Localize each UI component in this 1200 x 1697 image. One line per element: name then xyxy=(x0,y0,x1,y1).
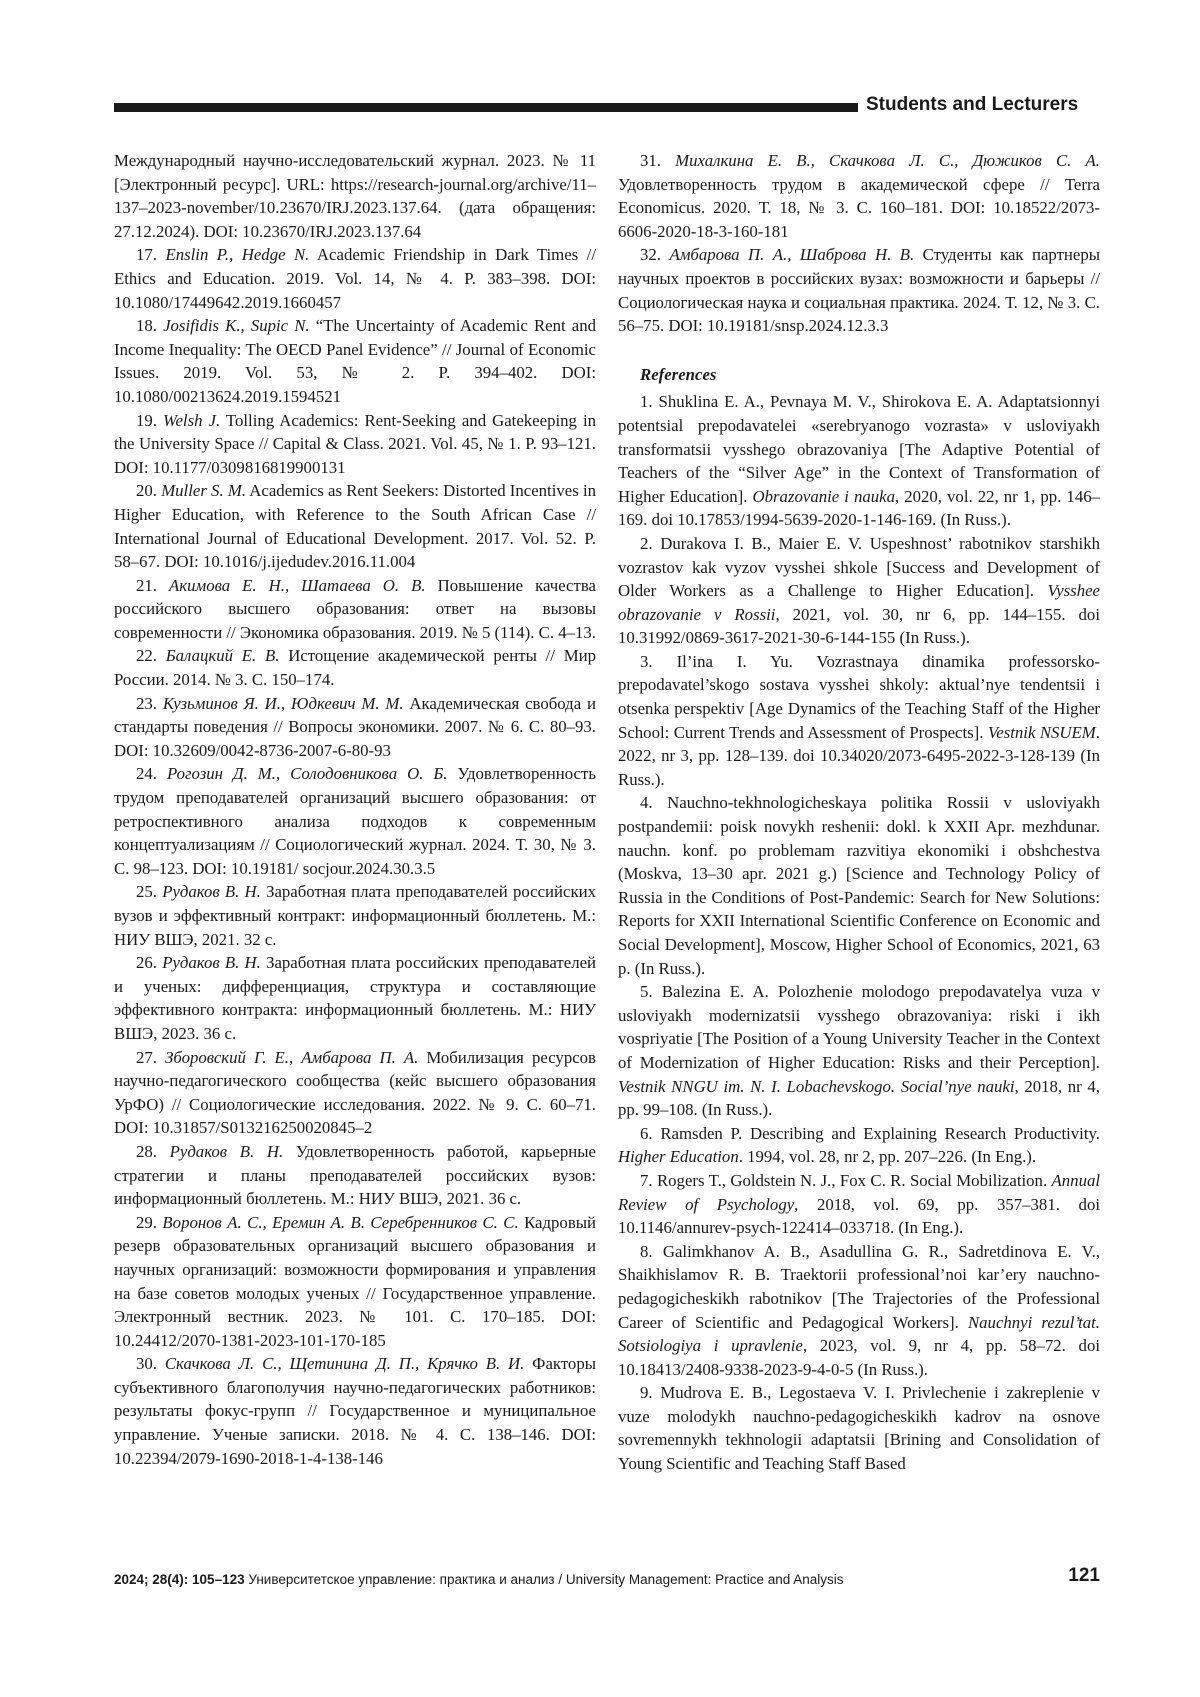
reference-19: 19. Welsh J. Tolling Academics: Rent-Seeking and Gatekeeping in the University Space // Capital & Class. 2021. Vol. 45, № 1. P. 93–121. DOI: 10.1177/0309816819900131 xyxy=(114,410,596,477)
reference-en-4: 4. Nauchno-tekhnologicheskaya politika Rossii v usloviyakh postpandemii: poisk novykh reshenii: dokl. k XXII Apr. mezhdunar. nauchn. konf. po problemam razvitiya ekonomiki i obshchestva (Moskva, 13–30 apr. 2021 g.) [Science and Technology Policy of Russia in the Conditions of Post-Pandemic: Search for New Solutions: Reports for XXII International Scientific Conference on Economic and Social Development], Moscow, Higher School of Economics, 2021, 63 p. (In Russ.). xyxy=(618,793,1100,978)
reference-en-3: 3. Il’ina I. Yu. Vozrastnaya dinamika professorsko-prepodavatel’skogo sostava vysshei shkoly: aktual’nye tendentsii i otsenka perspektiv [Age Dynamics of the Teaching Staff of the Higher School: Current Trends and Assessment of Prospects]. Vestnik NSUEM. 2022, nr 3, pp. 128–139. doi 10.34020/2073-6495-2022-3-128-139 (In Russ.). xyxy=(618,651,1100,789)
reference-30: 30. Скачкова Л. С., Щетинина Д. П., Крячко В. И. Факторы субъективного благополучия научно-педагогических работников: результаты фокус-групп // Государственное и муниципальное управление. Ученые записки. 2018. № 4. С. 138–146. DOI: 10.22394/2079-1690-2018-1-4-138-146 xyxy=(114,1354,596,1468)
reference-28: 28. Рудаков В. Н. Удовлетворенность работой, карьерные стратегии и планы преподавателей российских вузов: информационный бюллетень. М.: НИУ ВШЭ, 2021. 36 с. xyxy=(114,1141,596,1209)
reference-20: 20. Muller S. M. Academics as Rent Seekers: Distorted Incentives in Higher Education, with Reference to the South African Case // International Journal of Educational Development. 2017. Vol. 52. P. 58–67. DOI: 10.1016/j.ijedudev.2016.11.004 xyxy=(114,481,596,572)
reference-en-2: 2. Durakova I. B., Maier E. V. Uspeshnost’ rabotnikov starshikh vozrastov kak vyzov vysshei shkole [Success and Development of Older Workers as a Challenge to Higher Education]. Vysshee obrazovanie v Rossii, 2021, vol. 30, nr 6, pp. 144–155. doi 10.31992/0869-3617-2021-30-6-144-155 (In Russ.). xyxy=(618,533,1100,648)
references-heading: References xyxy=(640,364,717,384)
reference-29: 29. Воронов А. С., Еремин А. В. Серебренников С. С. Кадровый резерв образовательных организаций высшего образования и научных организаций: возможности формирования и управления на базе советов молодых ученых // Государственное управление. Электронный вестник. 2023. № 101. С. 170–185. DOI: 10.24412/2070-1381-2023-101-170-185 xyxy=(114,1212,597,1350)
reference-en-5: 5. Balezina E. A. Polozhenie molodogo prepodavatelya vuza v usloviyakh modernizatsii vysshego obrazovaniya: riski i ikh vospriyatie [The Position of a Young University Teacher in the Context of Modernization of Higher Education: Risks and their Perception]. Vestnik NNGU im. N. I. Lobachevskogo. Social’nye nauki, 2018, nr 4, pp. 99–108. (In Russ.). xyxy=(618,982,1100,1120)
left-column xyxy=(114,149,596,1470)
page-footer xyxy=(114,1570,1098,1590)
section-label: Students and Lecturers xyxy=(866,94,1079,115)
reference-en-6: 6. Ramsden P. Describing and Explaining Research Productivity. Higher Education. 1994, vol. 28, nr 2, pp. 207–226. (In Eng.). xyxy=(618,1123,1100,1167)
reference-31: 31. Михалкина Е. В., Скачкова Л. С., Дюжиков С. А. Удовлетворенность трудом в академической сфере // Terra Economicus. 2020. Т. 18, № 3. С. 160–181. DOI: 10.18522/2073-6606-2020-18-3-160-181 xyxy=(618,151,1100,241)
footer-journal-title: Университетское управление: практика и анализ / University Management: Practice and Analysis xyxy=(244,1572,844,1587)
reference-32: 32. Амбарова П. А., Шаброва Н. В. Студенты как партнеры научных проектов в российских вузах: возможности и барьеры // Социологическая наука и социальная практика. 2024. Т. 12, № 3. С. 56–75. DOI: 10.19181/snsp.2024.12.3.3 xyxy=(618,245,1101,336)
header-rule xyxy=(114,103,858,112)
reference-23: 23. Кузьминов Я. И., Юдкевич М. М. Академическая свобода и стандарты поведения // Вопросы экономики. 2007. № 6. С. 80–93. DOI: 10.32609/0042-8736-2007-6-80-93 xyxy=(114,693,596,760)
reference-21: 21. Акимова Е. Н., Шатаева О. В. Повышение качества российского высшего образования: ответ на вызовы современности // Экономика образования. 2019. № 5 (114). С. 4–13. xyxy=(114,575,596,642)
reference-en-1: 1. Shuklina E. A., Pevnaya M. V., Shirokova E. A. Adaptatsionnyi potentsial prepodavatelei «serebryanogo vozrasta» v usloviyakh transformatsii vysshego obrazovaniya [The Adaptive Potential of Teachers of the “Silver Age” in the Context of Transformation of Higher Education]. Obrazovanie i nauka, 2020, vol. 22, nr 1, pp. 146–169. doi 10.17853/1994-5639-2020-1-146-169. (In Russ.). xyxy=(618,392,1101,530)
footer-citation: 2024; 28(4): 105–123 xyxy=(114,1572,245,1587)
reference-en-7: 7. Rogers T., Goldstein N. J., Fox C. R. Social Mobilization. Annual Review of Psychology, 2018, vol. 69, pp. 357–381. doi 10.1146/annurev-psych-122414–033718. (In Eng.). xyxy=(618,1170,1101,1238)
reference-27: 27. Зборовский Г. Е., Амбарова П. А. Мобилизация ресурсов научно-педагогического сообщества (кейс высшего образования УрФО) // Социологические исследования. 2022. № 9. С. 60–71. DOI: 10.31857/S013216250020845–2 xyxy=(114,1047,596,1138)
reference-17: 17. Enslin P., Hedge N. Academic Friendship in Dark Times // Ethics and Education. 2019. Vol. 14, № 4. P. 383–398. DOI: 10.1080/17449642.2019.1660457 xyxy=(114,245,597,312)
reference-en-9: 9. Mudrova E. B., Legostaeva V. I. Privlechenie i zakreplenie v vuze molodykh nauchno-pedagogicheskikh kadrov na osnove sovremennykh tekhnologii adaptatsii [Brining and Consolidation of Young Scientific and Teaching Staff Based xyxy=(618,1383,1100,1474)
reference-en-8: 8. Galimkhanov A. B., Asadullina G. R., Sadretdinova E. V., Shaikhislamov R. B. Traektorii professional’noi kar’ery nauchno-pedagogicheskikh rabotnikov [The Trajectories of the Professional Career of Scientific and Pedagogical Workers]. Nauchnyi rezul’tat. Sotsiologiya i upravlenie, 2023, vol. 9, nr 4, pp. 58–72. doi 10.18413/2408-9338-2023-9-4-0-5 (In Russ.). xyxy=(618,1241,1101,1379)
page-number: 121 xyxy=(1068,1565,1100,1586)
reference-22: 22. Балацкий Е. В. Истощение академической ренты // Мир России. 2014. № 3. С. 150–174. xyxy=(114,646,596,690)
reference-16-continuation: Международный научно-исследовательский журнал. 2023. № 11 [Электронный ресурс]. URL: https://research-journal.org/archive/11–137–2023-november/10.23670/IRJ.2023.137.64. (дата обращения: 27.12.2024). DOI: 10.23670/IRJ.2023.137.64 xyxy=(114,151,596,241)
reference-25: 25. Рудаков В. Н. Заработная плата преподавателей российских вузов и эффективный контракт: информационный бюллетень. М.: НИУ ВШЭ, 2021. 32 с. xyxy=(114,882,596,949)
right-column xyxy=(618,149,1100,1476)
reference-24: 24. Рогозин Д. М., Солодовникова О. Б. Удовлетворенность трудом преподавателей организаций высшего образования: от ретроспективного анализа подходов к современным концептуализациям // Социологический журнал. 2024. Т. 30, № 3. С. 98–123. DOI: 10.19181/ socjour.2024.30.3.5 xyxy=(114,764,596,878)
reference-18: 18. Josifidis K., Supic N. “The Uncertainty of Academic Rent and Income Inequality: The OECD Panel Evidence” // Journal of Economic Issues. 2019. Vol. 53, № 2. P. 394–402. DOI: 10.1080/00213624.2019.1594521 xyxy=(114,316,596,406)
reference-26: 26. Рудаков В. Н. Заработная плата российских преподавателей и ученых: дифференциация, структура и составляющие эффективного контракта: информационный бюллетень. М.: НИУ ВШЭ, 2023. 36 с. xyxy=(114,953,596,1043)
